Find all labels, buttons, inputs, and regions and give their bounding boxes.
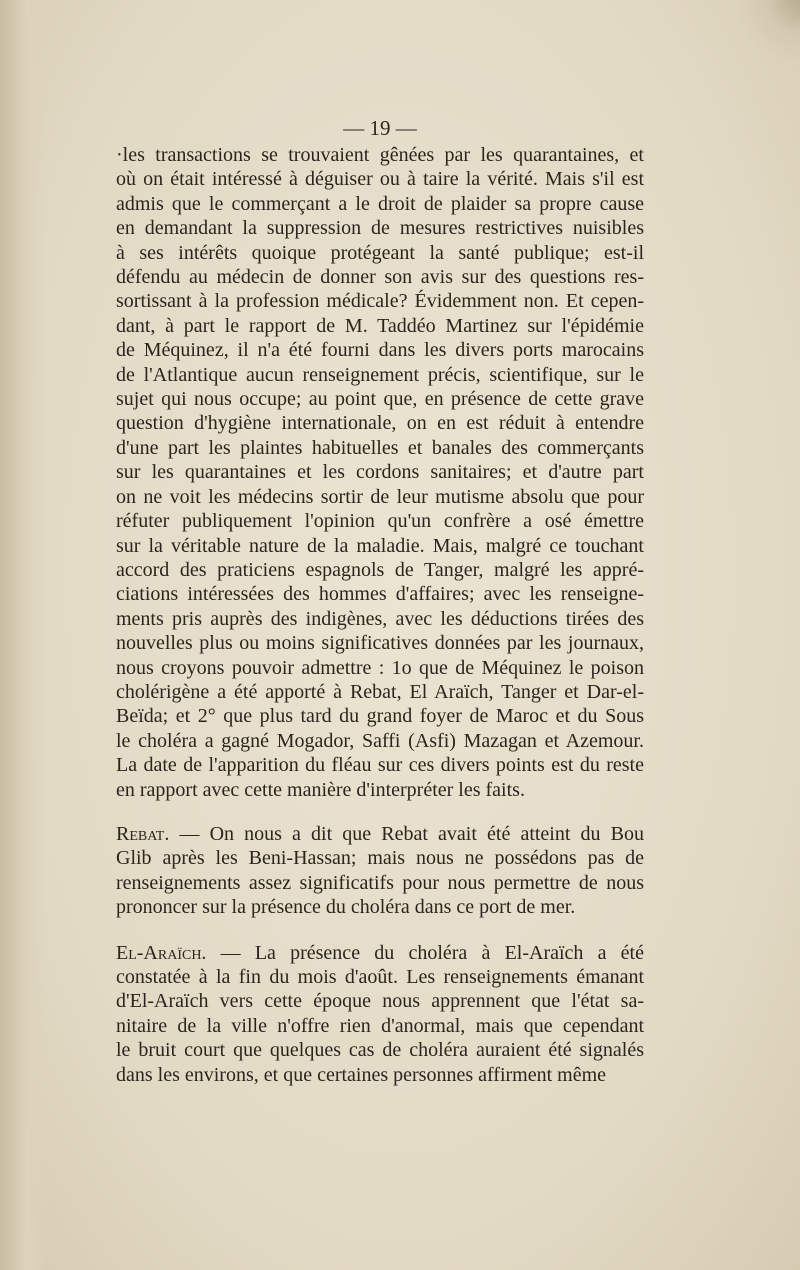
text-line: réfuter publiquement l'opinion qu'un confrère a osé émettre [116, 510, 644, 533]
text-line: ciations intéressées des hommes d'affaires; avec les renseigne- [116, 583, 644, 606]
text-line: le bruit court que quelques cas de choléra auraient été signalés [116, 1039, 644, 1062]
text-line: de Méquinez, il n'a été fourni dans les divers ports marocains [116, 339, 644, 362]
text-run: — La présence du choléra à El-Araïch a été [206, 941, 644, 964]
text-line: dant, à part le rapport de M. Taddéo Martinez sur l'épidémie [116, 314, 644, 337]
text-line: nitaire de la ville n'offre rien d'anormal, mais que cependant [116, 1014, 644, 1037]
text-line: où on était intéressé à déguiser ou à taire la vérité. Mais s'il est [116, 168, 644, 191]
text-line: en rapport avec cette manière d'interpréter les faits. [116, 778, 525, 801]
text-line: ·les transactions se trouvaient gênées par les quarantaines, et [116, 144, 644, 166]
paragraph-gap [116, 802, 644, 822]
text-line: nous croyons pouvoir admettre : 1o que de Méquinez le poison [116, 656, 644, 679]
text-run: — On nous a dit que Rebat avait été atteint du Bou [169, 822, 644, 845]
text-line: cholérigène a été apporté à Rebat, El Araïch, Tanger et Dar-el- [116, 680, 644, 703]
paragraph-gap [116, 920, 644, 941]
text-line [116, 822, 644, 846]
text-line: La date de l'apparition du fléau sur ces divers points est du reste [116, 754, 644, 777]
text-line: défendu au médecin de donner son avis sur des questions res- [116, 266, 644, 289]
text-line: en demandant la suppression de mesures restrictives nuisibles [116, 217, 644, 240]
text-line: Beïda; et 2° que plus tard du grand foyer de Maroc et du Sous [116, 705, 644, 728]
text-line [116, 941, 644, 965]
text-line: ments pris auprès des indigènes, avec les déductions tirées des [116, 607, 644, 630]
text-line: sur la véritable nature de la maladie. Mais, malgré ce touchant [116, 534, 644, 557]
section-heading-rebat: Rebat. [116, 822, 170, 845]
body-text [116, 143, 644, 1087]
text-line: d'une part les plaintes habituelles et banales des commerçants [116, 436, 644, 459]
text-line: le choléra a gagné Mogador, Saffi (Asfi) Mazagan et Azemour. [116, 729, 644, 752]
text-line: nouvelles plus ou moins significatives données par les journaux, [116, 632, 644, 655]
section-el-araich [116, 941, 644, 1087]
text-line: on ne voit les médecins sortir de leur mutisme absolu que pour [116, 485, 644, 508]
text-line: constatée à la fin du mois d'août. Les renseignements émanant [116, 966, 644, 988]
text-line: prononcer sur la présence du choléra dans ce port de mer. [116, 896, 576, 919]
page-number: — 19 — [343, 116, 417, 140]
text-line: accord des praticiens espagnols de Tanger, malgré les appré- [116, 558, 644, 581]
paragraph-1 [116, 143, 644, 802]
text-line: Glib après les Beni-Hassan; mais nous ne possédons pas de [116, 847, 644, 870]
text-line: d'El-Araïch vers cette époque nous apprennent que l'état sa- [116, 990, 644, 1013]
text-line: sortissant à la profession médicale? Évidemment non. Et cepen- [116, 290, 644, 313]
binding-shadow [0, 0, 46, 1270]
text-line: renseignements assez significatifs pour nous permettre de nous [116, 871, 644, 894]
corner-stain [740, 0, 800, 60]
text-line: sur les quarantaines et les cordons sanitaires; et d'autre part [116, 461, 644, 484]
section-heading-el-araich: El-Araïch. [116, 941, 207, 964]
text-line: dans les environs, et que certaines personnes affirment même [116, 1063, 607, 1086]
text-line: sujet qui nous occupe; au point que, en présence de cette grave [116, 388, 644, 411]
text-line: de l'Atlantique aucun renseignement précis, scientifique, sur le [116, 363, 644, 386]
text-line: question d'hygiène internationale, on en est réduit à entendre [116, 412, 644, 435]
section-rebat [116, 822, 644, 920]
text-line: à ses intérêts quoique protégeant la santé publique; est-il [116, 241, 644, 264]
text-line: admis que le commerçant a le droit de plaider sa propre cause [116, 192, 644, 215]
